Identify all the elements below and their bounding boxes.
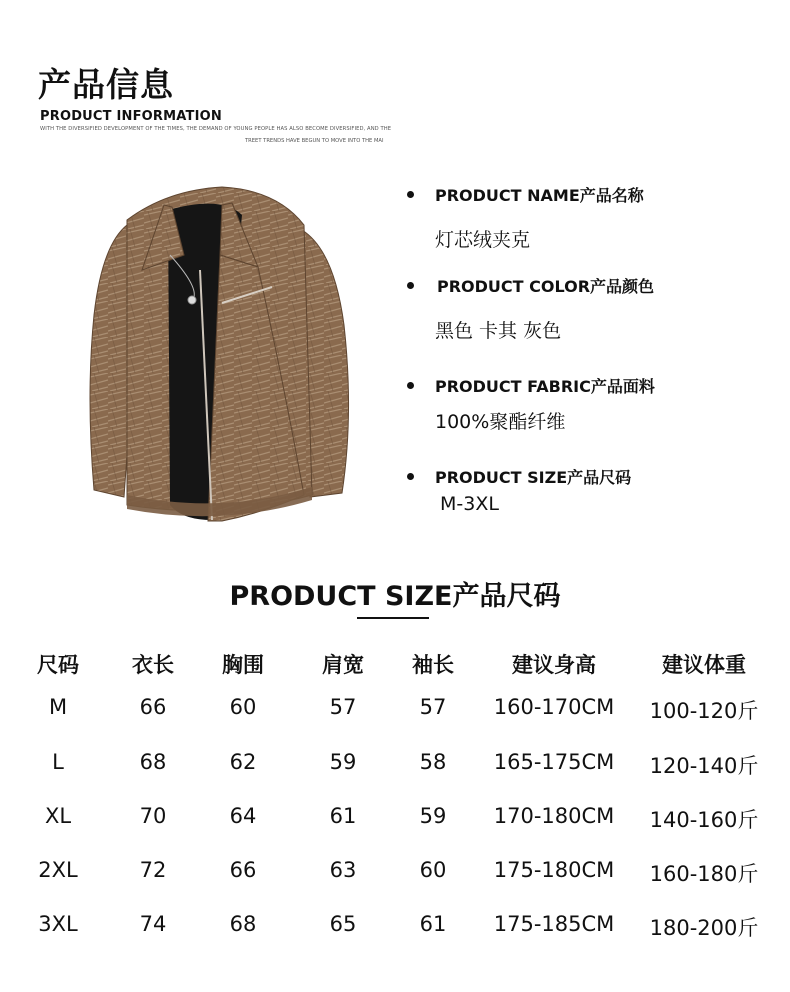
table-header-cell: 尺码 [37,653,79,677]
bullet-icon [407,282,414,289]
info-value-fabric: 100%聚酯纤维 [435,411,566,433]
info-label-size: PRODUCT SIZE产品尺码 [435,468,632,487]
table-cell: 57 [329,695,357,719]
info-label-color: PRODUCT COLOR产品颜色 [437,277,655,296]
table-cell: 140-160斤 [649,808,759,832]
table-cell: 120-140斤 [649,754,759,778]
table-cell: 62 [229,750,257,774]
table-cell: 64 [229,804,257,828]
bullet-icon [407,191,414,198]
table-cell: 72 [139,858,167,882]
table-cell: 66 [229,858,257,882]
table-cell: M [48,695,68,719]
table-cell: 160-180斤 [649,862,759,886]
page-subtitle: PRODUCT INFORMATION [40,109,222,124]
table-cell: 59 [329,750,357,774]
table-cell: 100-120斤 [649,699,759,723]
bullet-icon [407,382,414,389]
info-label-name: PRODUCT NAME产品名称 [435,186,644,205]
table-cell: 60 [419,858,447,882]
table-cell: 74 [139,912,167,936]
size-chart-title: PRODUCT SIZE产品尺码 [229,581,561,612]
product-image [72,175,372,545]
table-cell: 68 [229,912,257,936]
table-cell: 66 [139,695,167,719]
table-cell: 170-180CM [493,804,615,828]
table-header-cell: 袖长 [412,653,454,677]
table-cell: 2XL [38,858,78,882]
page-title: 产品信息 [38,65,174,104]
table-cell: 63 [329,858,357,882]
table-cell: 61 [329,804,357,828]
table-cell: 57 [419,695,447,719]
jacket-illustration [72,175,372,545]
table-cell: 58 [419,750,447,774]
table-cell: XL [44,804,72,828]
table-cell: 59 [419,804,447,828]
info-value-color: 黑色 卡其 灰色 [435,320,562,342]
table-cell: 70 [139,804,167,828]
table-header-cell: 肩宽 [322,653,364,677]
table-header-cell: 胸围 [222,653,264,677]
table-header-cell: 建议身高 [512,653,596,677]
table-cell: 68 [139,750,167,774]
table-cell: 3XL [38,912,78,936]
table-header-cell: 衣长 [132,653,174,677]
table-cell: 175-180CM [493,858,615,882]
table-cell: 175-185CM [493,912,615,936]
table-cell: 160-170CM [493,695,615,719]
tagline-line-1: WITH THE DIVERSIFIED DEVELOPMENT OF THE TIMES, THE DEMAND OF YOUNG PEOPLE HAS ALSO BECOME DIVERSIFIED, AND THE [40,126,392,132]
tagline-line-2: TREET TRENDS HAVE BEGUN TO MOVE INTO THE MAI [245,138,384,144]
table-cell: 61 [419,912,447,936]
table-cell: 165-175CM [493,750,615,774]
table-cell: 65 [329,912,357,936]
bullet-icon [407,473,414,480]
info-label-fabric: PRODUCT FABRIC产品面料 [435,377,655,396]
title-divider [357,617,429,619]
table-header-cell: 建议体重 [662,653,746,677]
table-cell: L [52,750,64,774]
info-value-name: 灯芯绒夹克 [435,229,531,251]
info-value-size: M-3XL [440,493,499,515]
table-cell: 60 [229,695,257,719]
table-cell: 180-200斤 [649,916,759,940]
